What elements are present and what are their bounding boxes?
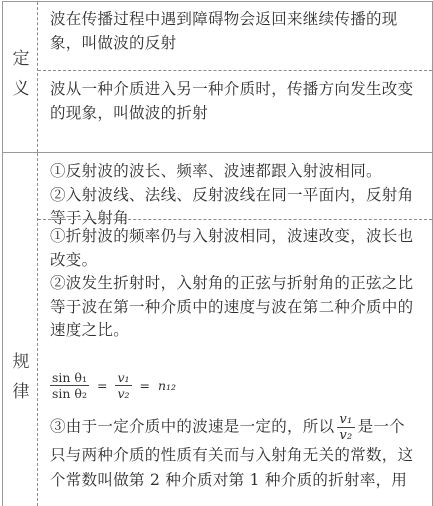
formula-equals-sign: =	[139, 378, 150, 393]
velocity-ratio-fraction	[337, 412, 354, 443]
refraction-law-3-cell	[38, 412, 432, 506]
section-divider	[3, 152, 432, 153]
law-label-cell	[3, 153, 38, 506]
divider	[38, 219, 432, 220]
formula-equals-sign: =	[96, 378, 108, 393]
velocity-ratio-numerator: v₁	[339, 412, 353, 427]
refraction-law-2: ②波发生折射时，入射角的正弦与折射角的正弦之比等于波在第一种介质中的速度与波在第二种介质中的速度之比。	[50, 274, 414, 339]
refraction-law-3-part-2: 是一个	[357, 417, 405, 436]
formula-rhs-denominator: v₂	[117, 386, 130, 401]
formula-rhs-numerator: v₁	[117, 370, 130, 385]
reflection-law-2: ②入射波线、法线、反射波线在同一平面内，反射角等于入射角	[50, 185, 414, 227]
refraction-law-3-line-3: 个常数叫做第 2 种介质对第 1 种介质的折射率，用	[50, 471, 408, 489]
formula-lhs-numerator: sin θ₁	[52, 370, 87, 385]
velocity-ratio-denominator: v₂	[339, 428, 353, 443]
wave-table	[2, 1, 433, 506]
definition-reflection-cell	[38, 8, 432, 70]
definition-refraction-cell	[38, 78, 432, 144]
refraction-law-3-line-1	[50, 412, 424, 443]
refraction-law-3-line-2: 只与两种介质的性质有关而与入射角无关的常数，这	[50, 446, 414, 464]
definition-label-char-2: 义	[12, 79, 30, 99]
formula-lhs-denominator: sin θ₂	[52, 386, 87, 401]
refraction-law-cell	[38, 225, 432, 370]
formula-lhs-fraction	[50, 370, 89, 401]
formula-rhs-fraction	[115, 370, 131, 401]
refraction-law-3-part-1: ③由于一定介质中的波速是一定的，所以	[50, 417, 335, 436]
refraction-law-1: ①折射波的频率仍与入射波相同，波速改变，波长也改变。	[50, 227, 414, 269]
definition-label-char-1: 定	[12, 49, 30, 69]
definition-label-cell	[3, 2, 38, 152]
law-label-char-1: 规	[12, 352, 30, 372]
divider	[38, 70, 432, 71]
definition-refraction-text: 波从一种介质进入另一种介质时，传播方向发生改变的现象，叫做波的折射	[50, 80, 414, 122]
law-label-char-2: 律	[12, 382, 30, 402]
reflection-law-cell	[38, 160, 432, 227]
definition-reflection-text: 波在传播过程中遇到障碍物会返回来继续传播的现象，叫做波的反射	[50, 10, 398, 52]
reflection-law-1: ①反射波的波长、频率、波速都跟入射波相同。	[50, 162, 382, 180]
formula-result: n₁₂	[157, 378, 177, 393]
refraction-formula	[50, 370, 176, 401]
